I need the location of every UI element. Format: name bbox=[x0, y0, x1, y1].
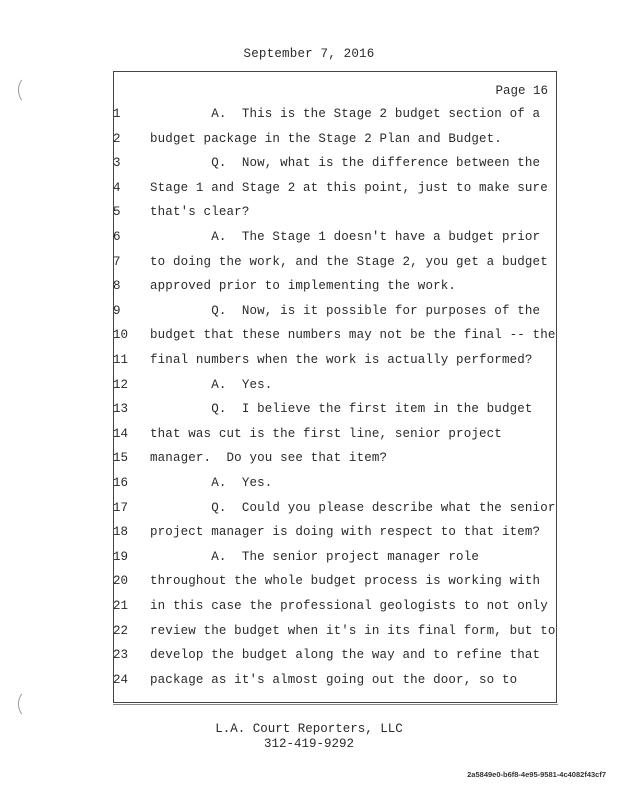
line-number: 18 bbox=[113, 525, 129, 539]
transcript-line: A. Yes. bbox=[150, 476, 273, 490]
transcript-line: budget package in the Stage 2 Plan and Budget. bbox=[150, 132, 502, 146]
transcript-line: throughout the whole budget process is working with bbox=[150, 574, 541, 588]
line-number: 2 bbox=[113, 132, 121, 146]
transcript-line: Q. Could you please describe what the senior bbox=[150, 501, 556, 515]
transcript-line: Q. Now, what is the difference between the bbox=[150, 156, 541, 170]
line-number: 3 bbox=[113, 156, 121, 170]
line-number: 9 bbox=[113, 304, 121, 318]
transcript-line: review the budget when it's in its final form, but to bbox=[150, 624, 556, 638]
document-id: 2a5849e0-b6f8-4e95-9581-4c4082f43cf7 bbox=[467, 770, 606, 779]
line-number: 10 bbox=[113, 328, 129, 342]
page-number: Page 16 bbox=[495, 84, 548, 98]
transcript-line: that was cut is the first line, senior project bbox=[150, 427, 502, 441]
transcript-line: A. The Stage 1 doesn't have a budget prior bbox=[150, 230, 541, 244]
transcript-line: to doing the work, and the Stage 2, you get a budget bbox=[150, 255, 548, 269]
transcript-line: project manager is doing with respect to that item? bbox=[150, 525, 541, 539]
transcript-line: Q. Now, is it possible for purposes of the bbox=[150, 304, 541, 318]
line-number: 17 bbox=[113, 501, 129, 515]
transcript-line: budget that these numbers may not be the final -- the bbox=[150, 328, 556, 342]
footer-company: L.A. Court Reporters, LLC bbox=[215, 722, 403, 736]
transcript-line: manager. Do you see that item? bbox=[150, 451, 388, 465]
frame-shadow-rule bbox=[113, 704, 558, 705]
transcript-line: in this case the professional geologists to not only bbox=[150, 599, 548, 613]
line-number: 5 bbox=[113, 205, 121, 219]
line-number: 1 bbox=[113, 107, 121, 121]
transcript-line: develop the budget along the way and to refine that bbox=[150, 648, 541, 662]
transcript-line: A. Yes. bbox=[150, 378, 273, 392]
transcript-line: A. The senior project manager role bbox=[150, 550, 480, 564]
line-number: 20 bbox=[113, 574, 129, 588]
transcript-line: Stage 1 and Stage 2 at this point, just to make sure bbox=[150, 181, 548, 195]
line-number: 21 bbox=[113, 599, 129, 613]
line-number: 7 bbox=[113, 255, 121, 269]
punch-hole-top bbox=[18, 76, 39, 104]
transcript-line: that's clear? bbox=[150, 205, 250, 219]
line-number: 22 bbox=[113, 624, 129, 638]
footer-phone: 312-419-9292 bbox=[263, 737, 354, 751]
line-number: 12 bbox=[113, 378, 129, 392]
line-number: 15 bbox=[113, 451, 129, 465]
line-number: 14 bbox=[113, 427, 129, 441]
line-number: 19 bbox=[113, 550, 129, 564]
punch-hole-bottom bbox=[18, 690, 39, 718]
line-number: 8 bbox=[113, 279, 121, 293]
line-number: 13 bbox=[113, 402, 129, 416]
line-number: 6 bbox=[113, 230, 121, 244]
transcript-line: package as it's almost going out the door, so to bbox=[150, 673, 518, 687]
transcript-line: final numbers when the work is actually performed? bbox=[150, 353, 533, 367]
line-number: 16 bbox=[113, 476, 129, 490]
line-number: 23 bbox=[113, 648, 129, 662]
line-number: 11 bbox=[113, 353, 129, 367]
line-number: 4 bbox=[113, 181, 121, 195]
line-number: 24 bbox=[113, 673, 129, 687]
transcript-line: approved prior to implementing the work. bbox=[150, 279, 457, 293]
header-date: September 7, 2016 bbox=[243, 47, 375, 61]
transcript-line: Q. I believe the first item in the budget bbox=[150, 402, 533, 416]
transcript-line: A. This is the Stage 2 budget section of a bbox=[150, 107, 541, 121]
